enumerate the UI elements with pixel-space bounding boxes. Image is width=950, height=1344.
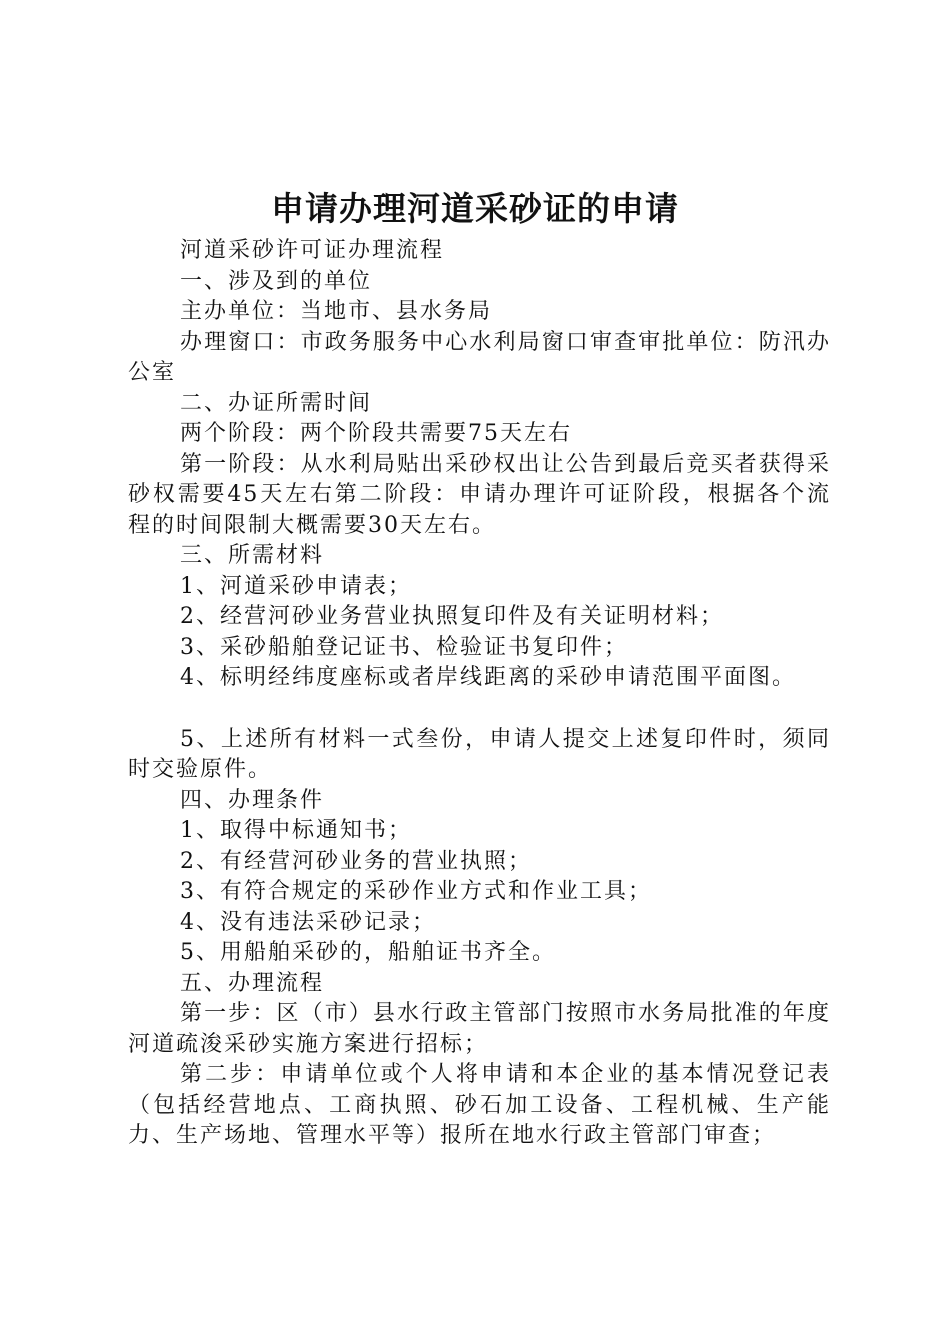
paragraph: 第一阶段：从水利局贴出采砂权出让公告到最后竞买者获得采砂权需要45天左右第二阶段：申请办理许可证阶段，根据各个流程的时间限制大概需要30天左右。 [128,451,831,538]
paragraph: 办理窗口：市政务服务中心水利局窗口审查审批单位：防汛办公室 [128,329,831,385]
document-title: 申请办理河道采砂证的申请 [271,189,679,228]
list-item: 2、有经营河砂业务的营业执照； [180,848,532,874]
paragraph: 第一步：区（市）县水行政主管部门按照市水务局批准的年度河道疏浚采砂实施方案进行招标； [128,1001,831,1057]
list-item: 4、标明经纬度座标或者岸线距离的采砂申请范围平面图。 [180,665,796,690]
paragraph-spacer [128,694,831,725]
paragraph: 两个阶段：两个阶段共需要75天左右 [180,421,572,446]
paragraph: 主办单位：当地市、县水务局 [180,299,493,324]
list-item: 5、上述所有材料一式叁份，申请人提交上述复印件时，须同时交验原件。 [128,726,831,782]
list-item: 1、取得中标通知书； [180,818,412,843]
section-heading: 一、涉及到的单位 [180,268,373,294]
list-item: 4、没有违法采砂记录； [180,909,436,935]
section-heading: 四、办理条件 [180,787,325,813]
paragraph: 第二步：申请单位或个人将申请和本企业的基本情况登记表（包括经营地点、工商执照、砂石加工设备、工程机械、生产能力、生产场地、管理水平等）报所在地水行政主管部门审查； [128,1062,831,1148]
section-heading: 三、所需材料 [180,543,325,568]
list-item: 2、经营河砂业务营业执照复印件及有关证明材料； [180,604,724,629]
list-item: 5、用船舶采砂的，船舶证书齐全。 [180,940,556,965]
list-item: 1、河道采砂申请表； [180,573,412,599]
paragraph: 河道采砂许可证办理流程 [180,238,445,263]
section-heading: 五、办理流程 [180,970,325,996]
document-body [128,236,831,1152]
section-heading: 二、办证所需时间 [180,390,373,416]
list-item: 3、有符合规定的采砂作业方式和作业工具； [180,879,652,904]
list-item: 3、采砂船舶登记证书、检验证书复印件； [180,634,628,660]
